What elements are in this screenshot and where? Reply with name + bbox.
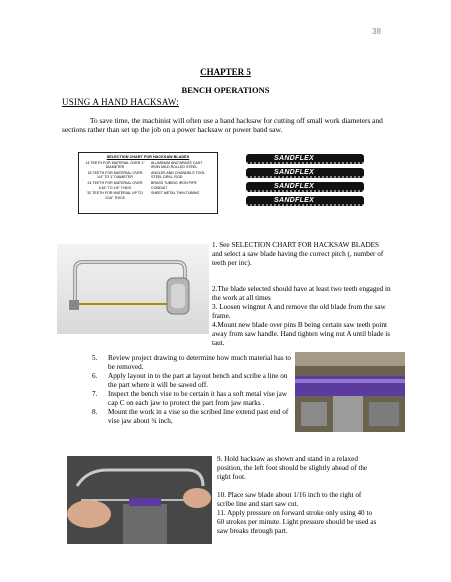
step-text: Apply layout in to the part at layout bench and scribe a line on the part where it will be sawed off. <box>108 372 288 389</box>
chart-cell-material: BRASS TUBING IRON PIPE CONDUIT <box>151 180 197 190</box>
hacksaw-photo <box>57 244 209 334</box>
step-number: 6. <box>92 372 98 380</box>
step-8 <box>92 408 292 426</box>
blade-strip <box>246 168 364 178</box>
selection-chart-title: SELECTION CHART FOR HACKSAW BLADES <box>106 155 190 159</box>
intro-text: To save time, the machinist will often use a hand hacksaw for cutting off small work diameters and sections rather than set up the job on a power hacksaw or power band saw. <box>62 116 383 134</box>
subsection-heading: USING A HAND HACKSAW: <box>62 97 179 107</box>
page-number: 38 <box>372 27 381 36</box>
step-number: 8. <box>92 408 98 416</box>
chart-cell-material: ANGLES AND CHANNELS TOOL STEEL DRILL ROD <box>151 170 206 180</box>
section-title: BENCH OPERATIONS <box>181 85 270 95</box>
step-5 <box>92 354 292 372</box>
vise-with-work-icon <box>295 352 405 432</box>
blade-strip <box>246 196 364 206</box>
chart-cell-teeth: 14 TEETH FOR MATERIAL OVER 1" DIAMETER <box>85 160 145 170</box>
step-11: 11. Apply pressure on forward stroke only using 40 to 60 strokes per minute. Light pressure should be used as saw breaks through part. <box>217 509 377 535</box>
step-3: 3. Loosen wingnut A and remove the old blade from the saw frame. <box>212 303 386 320</box>
vise-photo <box>295 352 405 432</box>
blade-label: SANDFLEX <box>274 197 315 204</box>
step-6 <box>92 372 292 390</box>
intro-paragraph <box>62 116 392 134</box>
chart-cell-teeth: 32 TEETH FOR MATERIAL UP TO 1/16" THICK <box>87 191 143 200</box>
chart-cell-teeth: 18 TEETH FOR MATERIAL OVER 1/4" TO 1" DIAMETER <box>87 170 143 180</box>
steps-5-8 <box>92 354 292 426</box>
step-number: 5. <box>92 354 98 362</box>
hacksaw-icon <box>57 244 209 334</box>
chart-row <box>79 191 217 200</box>
chapter-title: CHAPTER 5 <box>200 67 251 77</box>
step-7 <box>92 390 292 408</box>
step-4-text: 4.Mount new blade over pins B being certain saw teeth point away from saw handle. Hand tighten wing nut A until blade is taut. <box>212 321 391 347</box>
blade-label: SANDFLEX <box>274 155 315 162</box>
blade-label: SANDFLEX <box>274 169 315 176</box>
step-4-start <box>212 321 396 348</box>
selection-chart <box>78 152 218 214</box>
step-number: 7. <box>92 390 98 398</box>
chart-cell-material: SHEET METAL THIN TUBING <box>151 191 200 196</box>
sawing-photo <box>67 456 212 544</box>
step-10: 10. Place saw blade about 1/16 inch to the right of scribe line and start saw cut. <box>217 491 362 508</box>
step-1: 1. See SELECTION CHART FOR HACKSAW BLADES and select a saw blade having the correct pitch (, number of teeth per inc). <box>212 241 384 267</box>
step-2: 2.The blade selected should have at least two teeth engaged in the work at all times <box>212 285 391 302</box>
chart-row <box>79 171 217 180</box>
blade-strip <box>246 154 364 164</box>
hacksaw-blades-image <box>246 152 364 212</box>
hands-sawing-icon <box>67 456 212 544</box>
step-text: Inspect the bench vise to be certain it has a soft metal vise jaw cap C on each jaw to protect the part from jaw marks . <box>108 390 288 407</box>
chart-row <box>79 181 217 190</box>
blade-strip <box>246 182 364 192</box>
chart-cell-material: ALUMINUM AND BRASS CAST IRON MILD ROLLED STEEL <box>151 160 203 170</box>
chart-row <box>79 161 217 170</box>
chart-cell-teeth: 24 TEETH FOR MATERIAL OVER 1/16" TO 1/4" THICK <box>87 180 143 190</box>
step-text: Review project drawing to determine how much material has to be removed. <box>108 354 292 371</box>
step-text: Mount the work in a vise so the scribed line extend past end of vise jaw about ¾ inch, <box>108 408 289 425</box>
step-9: 9. Hold hacksaw as shown and stand in a relaxed position, the left foot should be slightly ahead of the right foot. <box>217 455 368 481</box>
blade-label: SANDFLEX <box>274 183 315 190</box>
